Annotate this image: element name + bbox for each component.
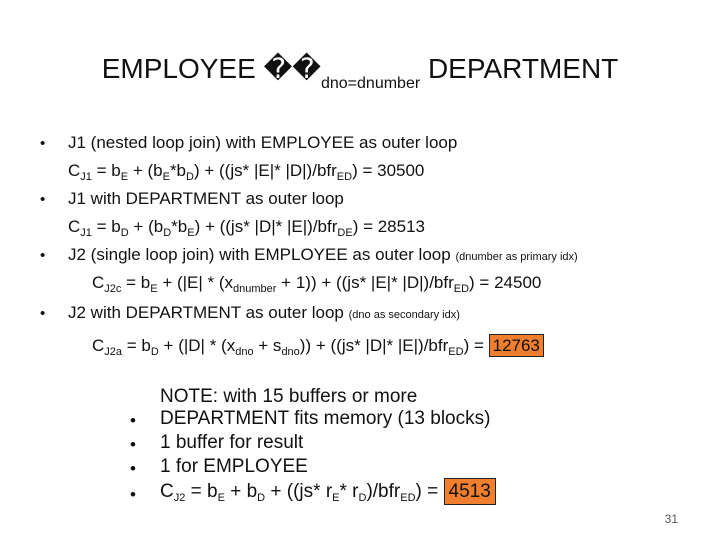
join-symbol: �� <box>263 52 321 85</box>
bullet-4: J2 with DEPARTMENT as outer loop (dno as secondary idx) <box>68 303 460 322</box>
bullet-2: J1 with DEPARTMENT as outer loop <box>68 189 344 208</box>
formula-cj1-employee: $C_{J1} = b_E + (b_E*b_D) + ((js*$ |E|* |D|)/bfr$_{ED}$) = 30500 <box>68 161 425 183</box>
note-formula-cj2: $C_{J2} = b_E + b_D + ((js*$ $r_E*$ $r_D)/bfr_{ED}) = 4513$ <box>160 481 496 503</box>
result-highlight: 12763 <box>489 334 544 357</box>
page-number: 31 <box>664 512 678 526</box>
note-item-2: 1 buffer for result <box>160 432 304 453</box>
bullet-marker: • <box>40 135 46 152</box>
join-condition: dno=dnumber <box>320 75 421 92</box>
formula-cj2a: $C_{J2a} = b_D + (|D| * (x_{dno} + s_{dno})) + ((js*$ |D|* |E|)/bfr$_{ED}$) = 12763 <box>92 336 544 356</box>
bullet-marker: • <box>40 191 46 208</box>
title-left: EMPLOYEE <box>101 53 256 84</box>
bullet-marker: • <box>40 247 46 264</box>
note-result-highlight: 4513 <box>444 478 496 505</box>
title-right: DEPARTMENT <box>427 53 619 84</box>
note-heading: NOTE: with 15 buffers or more <box>160 386 418 407</box>
note-item-1: DEPARTMENT fits memory (13 blocks) <box>160 408 491 429</box>
bullet-marker: • <box>130 485 136 504</box>
note-item-3: 1 for EMPLOYEE <box>160 456 308 477</box>
bullet-marker: • <box>130 459 136 478</box>
bullet-marker: • <box>130 435 136 454</box>
bullet-3: J2 (single loop join) with EMPLOYEE as outer loop (dnumber as primary idx) <box>68 245 578 264</box>
formula-cj1-department: $C_{J1} = b_D + (b_D*b_E) + ((js*$ |D|* |E|)/bfr$_{DE}$) = 28513 <box>68 217 425 239</box>
bullet-marker: • <box>130 411 136 430</box>
slide-title <box>0 52 720 93</box>
bullet-1: J1 (nested loop join) with EMPLOYEE as outer loop <box>68 133 458 152</box>
formula-cj2c: $C_{J2c} = b_E + (|E| * (x_{dnumber} + 1)) + ((js*$ |E|* |D|)/bfr$_{ED}$) = 24500 <box>92 273 542 295</box>
bullet-marker: • <box>40 305 46 322</box>
